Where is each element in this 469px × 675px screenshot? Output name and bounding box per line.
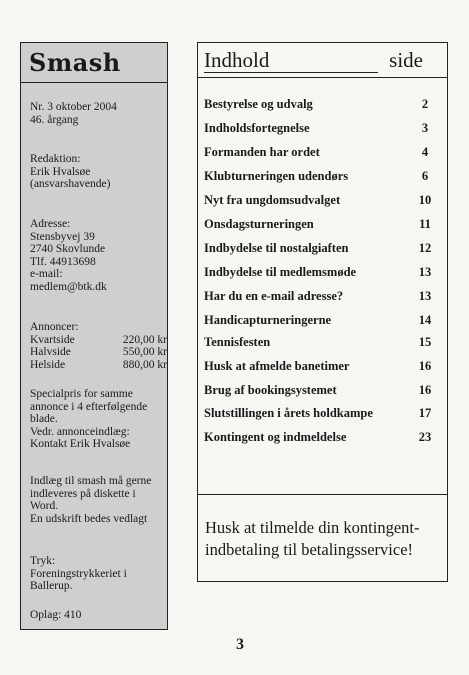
submission-text: Indlæg til smash må gerne indleveres på diskette i Word. (30, 475, 152, 512)
colophon-sidebar (20, 42, 168, 630)
toc-title-underline (204, 72, 378, 73)
toc-entry (204, 121, 436, 136)
toc-entry (204, 406, 436, 421)
submission-info (30, 475, 164, 525)
toc-entry-page: 13 (418, 289, 432, 303)
toc-entry (204, 335, 436, 350)
ad-price-row (30, 359, 167, 372)
ad-prices (30, 321, 167, 371)
editor-role: (ansvarshavende) (30, 178, 111, 190)
issue-number: Nr. 3 oktober 2004 (30, 101, 117, 113)
toc-header (198, 43, 447, 78)
ad-size: Kvartside (30, 333, 75, 346)
ad-price: 220,00 kr (122, 333, 167, 346)
toc-entry-title: Indholdsfortegnelse (204, 121, 310, 135)
toc-entry-title: Indbydelse til nostalgiaften (204, 241, 349, 255)
toc-entry (204, 313, 436, 328)
toc-entry-title: Onsdagsturneringen (204, 217, 314, 231)
toc-entry-page: 4 (421, 145, 429, 159)
toc-entry (204, 241, 436, 256)
issue-volume: 46. årgang (30, 113, 79, 126)
toc-entry-title: Kontingent og indmeldelse (204, 430, 347, 444)
toc-entry-title: Tennisfesten (204, 335, 271, 349)
toc-entry (204, 359, 436, 374)
toc-entry-page: 14 (418, 313, 432, 327)
toc-page-label: side (389, 48, 423, 72)
email-label: e-mail: (30, 268, 63, 280)
ad-size: Helside (30, 358, 66, 371)
toc-entry-page: 11 (419, 217, 431, 231)
printer-name: Foreningstrykkeriet i Ballerup. (30, 567, 127, 592)
printout-text: En udskrift bedes vedlagt (30, 512, 148, 525)
reminder-text (205, 517, 445, 561)
editor-name: Erik Hvalsøe (30, 165, 91, 178)
toc-entry-page: 16 (418, 383, 432, 397)
special-price-text: Specialpris for samme annonce i 4 efterfølgende blade. (30, 388, 148, 425)
toc-entry-page: 15 (418, 335, 432, 349)
toc-entry (204, 289, 436, 304)
toc-entry-title: Klubturneringen udendørs (204, 169, 349, 183)
ad-price: 550,00 kr (122, 346, 167, 358)
print-label: Tryk: (30, 555, 56, 567)
ad-price-row (30, 346, 167, 359)
toc-entry-title: Nyt fra ungdomsudvalget (204, 193, 341, 207)
toc-entry (204, 97, 436, 112)
toc-entry-page: 23 (418, 430, 432, 444)
contact-name: Kontakt Erik Hvalsøe (30, 438, 131, 450)
toc-entry-title: Handicapturneringerne (204, 313, 332, 327)
issue-info (30, 101, 164, 126)
toc-entry-title: Indbydelse til medlemsmøde (204, 265, 357, 279)
toc-entry-page: 2 (421, 97, 429, 111)
printer-info (30, 555, 164, 593)
street: Stensbyvej 39 (30, 230, 95, 243)
contact-label: Vedr. annonceindlæg: (30, 425, 130, 438)
toc-entry (204, 383, 436, 398)
toc-entry-page: 6 (421, 169, 429, 183)
toc-entry-title: Bestyrelse og udvalg (204, 97, 313, 111)
toc-title: Indhold (204, 48, 270, 72)
editorial-info (30, 153, 164, 191)
toc-entry-title: Brug af bookingsystemet (204, 383, 337, 397)
ads-label: Annoncer: (30, 321, 79, 333)
toc-entry-title: Slutstillingen i årets holdkampe (204, 406, 373, 420)
toc-entry-page: 13 (418, 265, 432, 279)
postal-city: 2740 Skovlunde (30, 243, 106, 255)
phone: Tlf. 44913698 (30, 255, 96, 268)
toc-entry-title: Formanden har ordet (204, 145, 320, 159)
special-offer (30, 388, 164, 451)
toc-entry-title: Har du en e-mail adresse? (204, 289, 344, 303)
editorial-label: Redaktion: (30, 153, 81, 165)
reminder-line: indbetaling til betalingsservice! (205, 540, 414, 559)
page-number: 3 (236, 636, 244, 653)
toc-entry-page: 10 (418, 193, 432, 207)
masthead-title: Smash (21, 43, 167, 83)
reminder-notice (197, 495, 448, 582)
ad-size: Halvside (30, 346, 71, 358)
email: medlem@btk.dk (30, 280, 107, 293)
toc-entry-page: 3 (421, 121, 429, 135)
toc-entry-title: Husk at afmelde banetimer (204, 359, 350, 373)
toc-entry-page: 17 (418, 406, 432, 420)
toc-entry-page: 16 (418, 359, 432, 373)
toc-entry (204, 217, 436, 232)
ad-price: 880,00 kr (122, 358, 167, 371)
toc-entry (204, 193, 436, 208)
address-label: Adresse: (30, 218, 71, 230)
address-info (30, 218, 164, 293)
toc-entry (204, 430, 436, 445)
table-of-contents (197, 42, 448, 495)
toc-entry (204, 169, 436, 184)
ad-price-row (30, 334, 167, 347)
reminder-line: Husk at tilmelde din kontingent- (205, 518, 420, 537)
toc-entry (204, 145, 436, 160)
toc-entry (204, 265, 436, 280)
circulation: Oplag: 410 (30, 609, 82, 621)
toc-entry-page: 12 (418, 241, 432, 255)
